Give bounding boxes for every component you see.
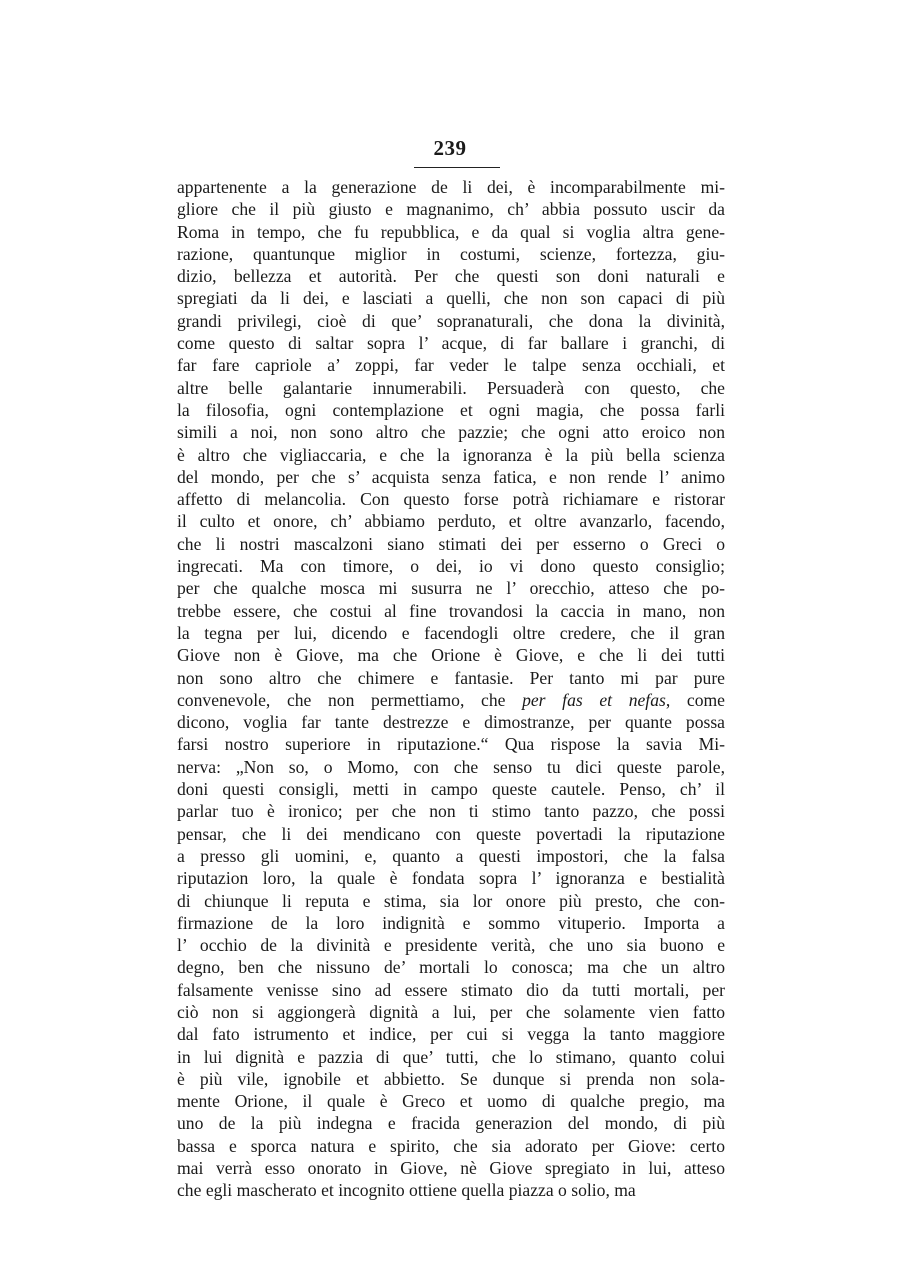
text-line: razione, quantunque miglior in costumi, scienze, fortezza, giu- [177,243,725,264]
text-line: Roma in tempo, che fu repubblica, e da qual si voglia altra gene- [177,221,725,242]
text-line: uno de la più indegna e fracida generazion del mondo, di più [177,1113,725,1134]
text-line: pensar, che li dei mendicano con queste povertadi la riputazione [177,823,725,844]
text-line: firmazione de la loro indignità e sommo vituperio. Importa a [177,912,725,933]
latin-phrase: per fas et nefas [522,689,666,710]
text-line: non sono altro che chimere e fantasie. Per tanto mi par pure [177,667,725,688]
text-line: nerva: „Non so, o Momo, con che senso tu dici queste parole, [177,756,725,777]
text-line: Giove non è Giove, ma che Orione è Giove, e che li dei tutti [177,645,725,666]
text-line: come questo di saltar sopra l’ acque, di far ballare i granchi, di [177,333,725,354]
text-line: riputazion loro, la quale è fondata sopra l’ ignoranza e bestialità [177,868,725,889]
text-line: gliore che il più giusto e magnanimo, ch’ abbia possuto uscir da [177,199,725,220]
text-line: grandi privilegi, cioè di que’ sopranaturali, che dona la divinità, [177,310,725,331]
text-line: farsi nostro superiore in riputazione.“ Qua rispose la savia Mi- [177,734,725,755]
text-line: trebbe essere, che costui al fine trovandosi la caccia in mano, non [177,600,725,621]
text-line: la tegna per lui, dicendo e facendogli oltre credere, che il gran [177,622,725,643]
text-line: il culto et onore, ch’ abbiamo perduto, et oltre avanzarlo, facendo, [177,511,725,532]
text-line: l’ occhio de la divinità e presidente verità, che uno sia buono e [177,935,725,956]
text-line: dizio, bellezza et autorità. Per che questi son doni naturali e [177,266,725,287]
body-text [177,176,725,1202]
text-line: dicono, voglia far tante destrezze e dimostranze, per quante possa [177,712,725,733]
text-line: degno, ben che nissuno de’ mortali lo conosca; ma che un altro [177,957,725,978]
text-line: di chiunque li reputa e stima, sia lor onore più presto, che con- [177,890,725,911]
text-line: parlar tuo è ironico; per che non ti stimo tanto pazzo, che possi [177,801,725,822]
text-line: che li nostri mascalzoni siano stimati dei per esserno o Greci o [177,533,725,554]
text-line: convenevole, che non permettiamo, che per fas et nefas, come [177,689,725,710]
text-line: doni questi consigli, metti in campo queste cautele. Penso, ch’ il [177,779,725,800]
text-line: appartenente a la generazione de li dei, è incomparabilmente mi- [177,177,725,197]
text-line: bassa e sporca natura e spirito, che sia adorato per Giove: certo [177,1135,725,1156]
text-line: mai verrà esso onorato in Giove, nè Giove spregiato in lui, atteso [177,1158,725,1179]
text-line: è più vile, ignobile et abbietto. Se dunque si prenda non sola- [177,1068,725,1089]
text-line: dal fato istrumento et indice, per cui si vegga la tanto maggiore [177,1024,725,1045]
text-line: per che qualche mosca mi susurra ne l’ orecchio, atteso che po- [177,578,725,599]
text-line: altre belle galantarie innumerabili. Persuaderà con questo, che [177,377,725,398]
text-line: la filosofia, ogni contemplazione et ogni magia, che possa farli [177,399,725,420]
text-line: del mondo, per che s’ acquista senza fatica, e non rende l’ animo [177,466,725,487]
header-rule [414,167,500,168]
text-line: spregiati da li dei, e lasciati a quelli, che non son capaci di più [177,288,725,309]
text-line: che egli mascherato et incognito ottiene quella piazza o solio, ma [177,1180,636,1201]
text-line: è altro che vigliaccaria, e che la ignoranza è la più bella scienza [177,444,725,465]
text-line: a presso gli uomini, e, quanto a questi impostori, che la falsa [177,845,725,866]
text-line: ingrecati. Ma con timore, o dei, io vi dono questo consiglio; [177,556,725,577]
page-number: 239 [433,136,467,160]
text-line: simili a noi, non sono altro che pazzie; che ogni atto eroico non [177,422,725,443]
text-line: mente Orione, il quale è Greco et uomo di qualche pregio, ma [177,1091,725,1112]
text-line: ciò non si aggiongerà dignità a lui, per che solamente vien fatto [177,1001,725,1022]
text-line: in lui dignità e pazzia di que’ tutti, che lo stimano, quanto colui [177,1046,725,1067]
text-line: falsamente venisse sino ad essere stimato dio da tutti mortali, per [177,979,725,1000]
text-line: far fare capriole a’ zoppi, far veder le talpe senza occhiali, et [177,355,725,376]
text-line: affetto di melancolia. Con questo forse potrà richiamare e ristorar [177,489,725,510]
